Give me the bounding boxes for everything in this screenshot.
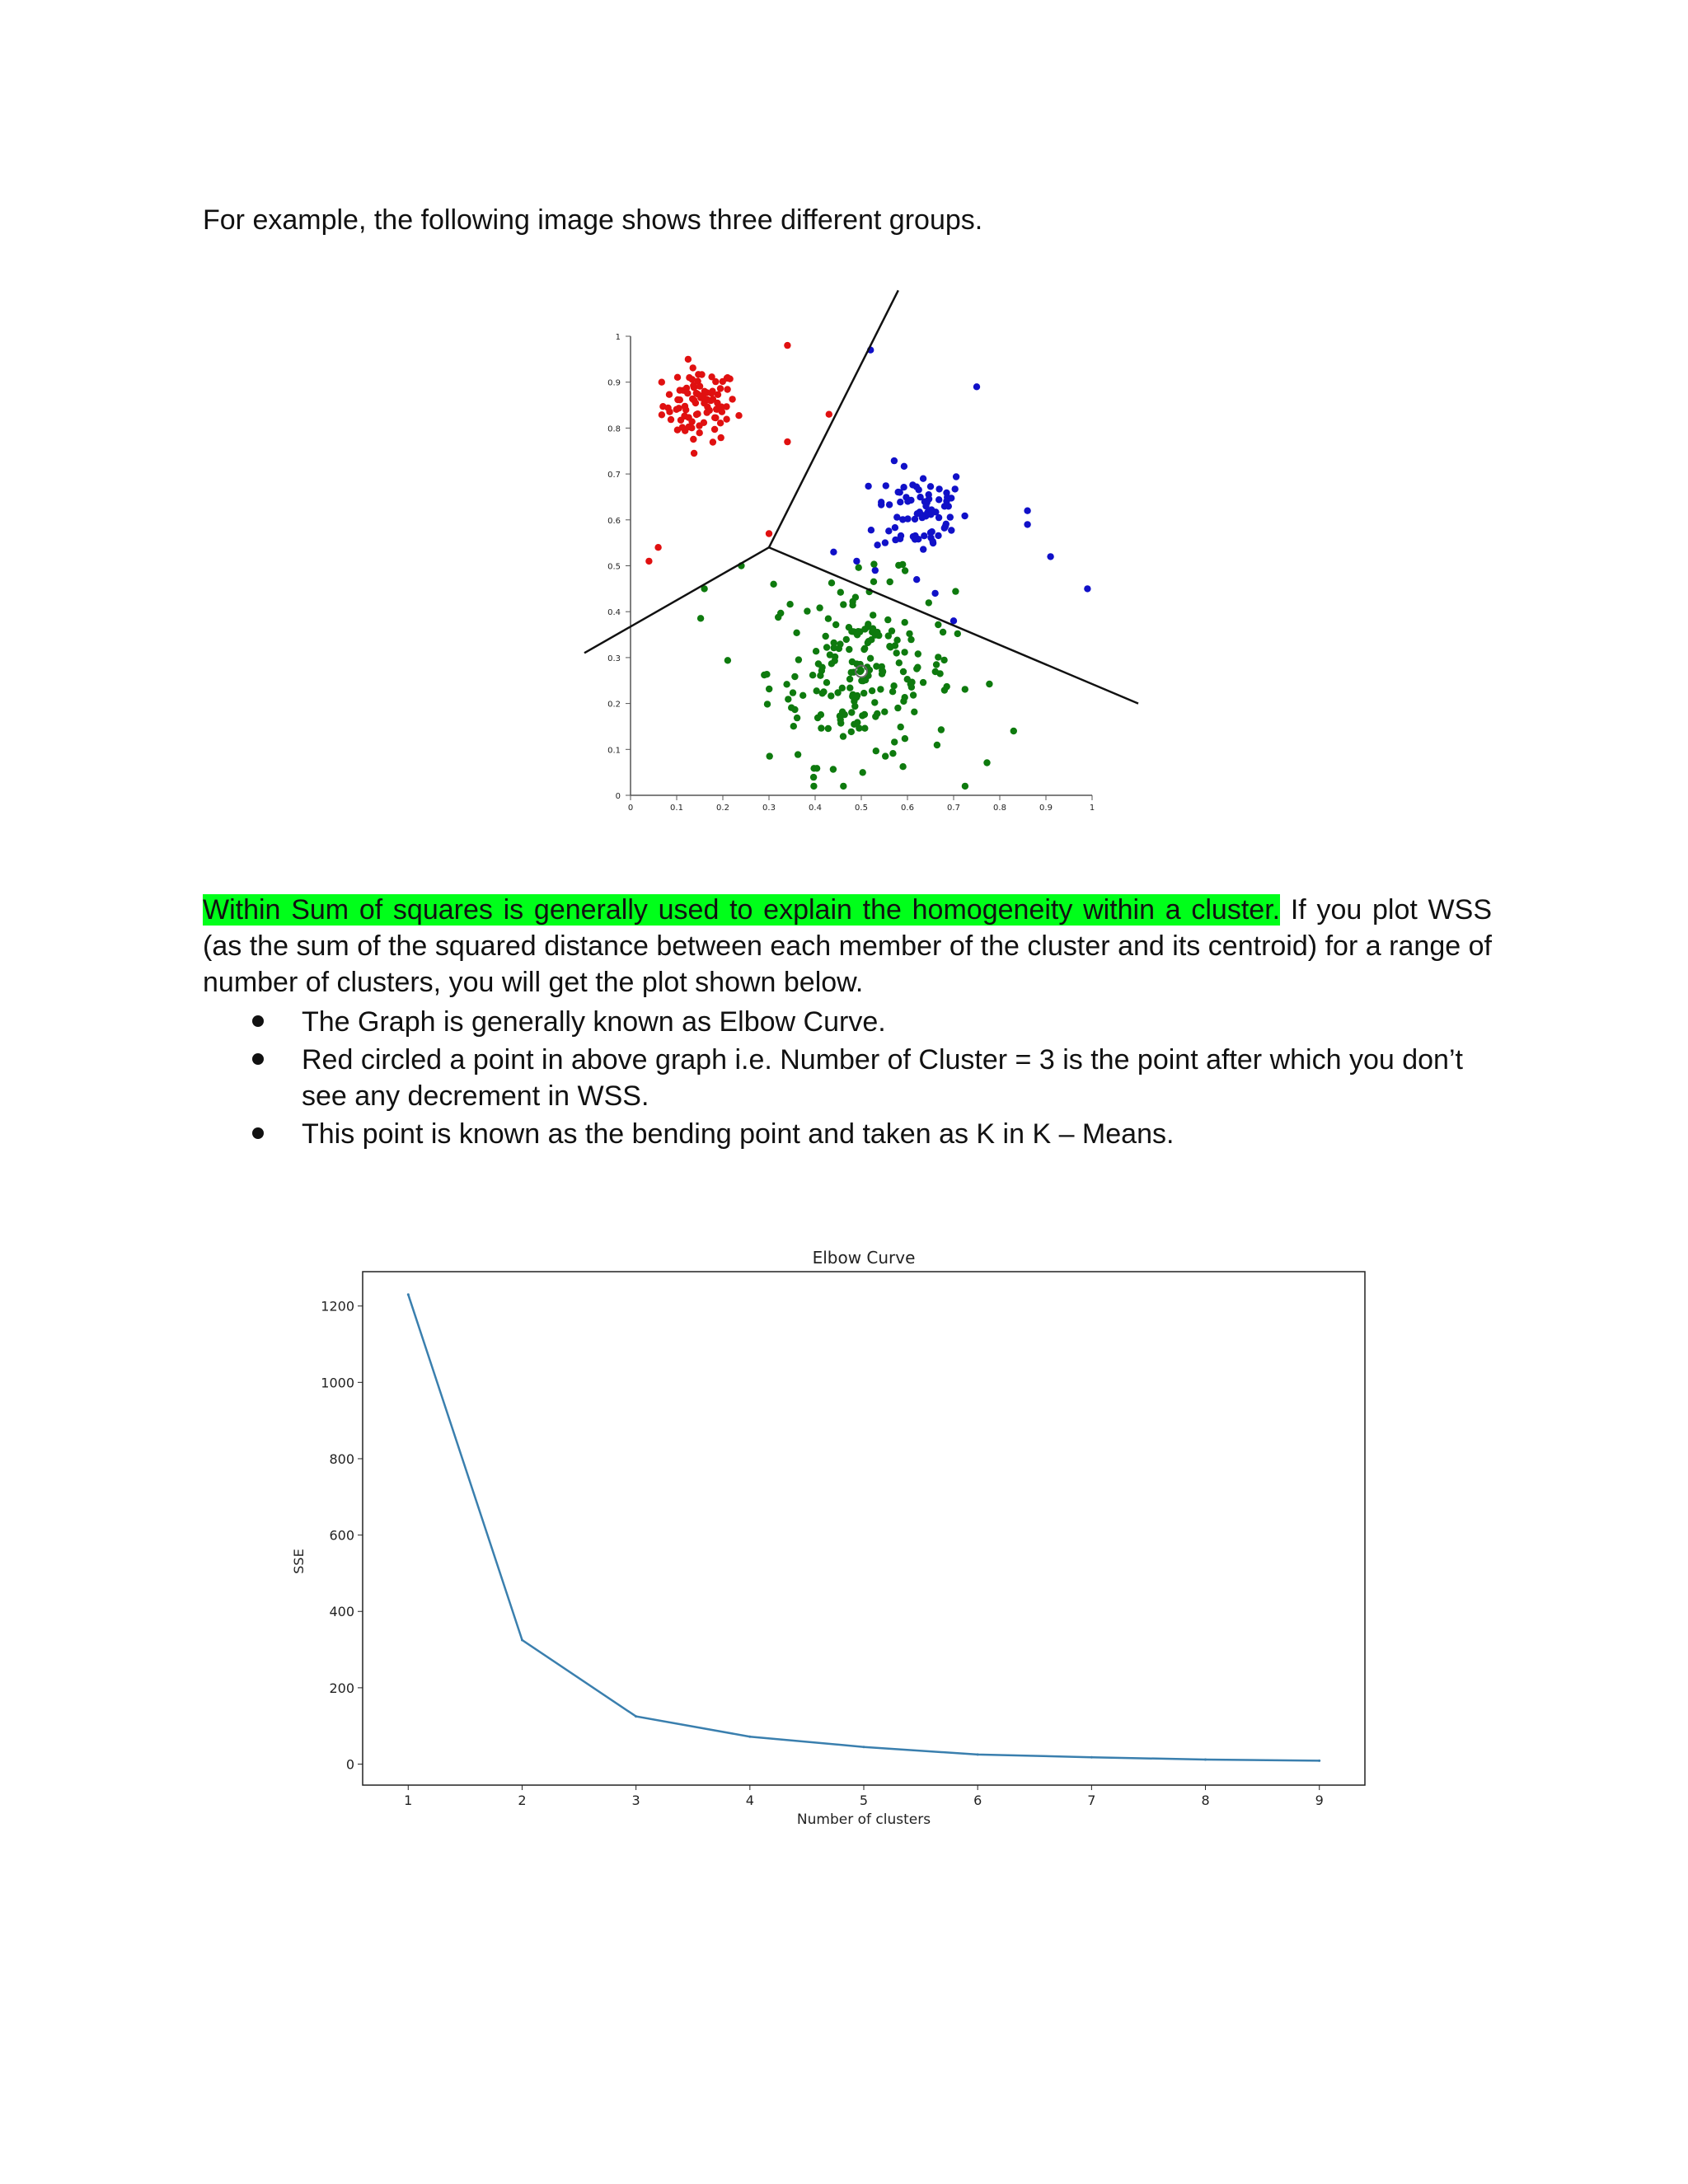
scatter-point [664, 405, 671, 411]
scatter-point [952, 588, 959, 594]
scatter-point [919, 514, 926, 521]
scatter-point [690, 364, 696, 371]
scatter-point [724, 374, 731, 381]
scatter-point [901, 463, 907, 470]
scatter-point [854, 692, 860, 699]
scatter-point [915, 536, 921, 542]
scatter-point [666, 391, 673, 398]
scatter-point [935, 485, 942, 492]
scatter-point [839, 685, 846, 691]
scatter-point [897, 499, 903, 505]
scatter-point [935, 532, 941, 539]
sse-data-point [977, 1753, 979, 1755]
scatter-point [839, 709, 846, 715]
scatter-point [799, 692, 806, 699]
scatter-point [814, 765, 820, 771]
scatter-point [846, 676, 853, 682]
bullet-text: This point is known as the bending point and taken as K in K – Means. [302, 1118, 1175, 1150]
scatter-point [690, 436, 696, 443]
scatter-point [961, 513, 968, 519]
scatter-point [674, 374, 681, 381]
scatter-point [893, 513, 900, 520]
scatter-point [920, 679, 926, 686]
scatter-point [766, 530, 772, 537]
scatter-point [973, 383, 980, 390]
scatter-point [931, 590, 938, 597]
sse-data-point [521, 1639, 523, 1642]
scatter-point [947, 513, 954, 520]
chart-title: Elbow Curve [812, 1248, 916, 1268]
scatter-point [825, 616, 832, 622]
scatter-point [712, 378, 719, 385]
scatter-point [910, 691, 917, 698]
scatter-point [849, 602, 856, 608]
y-tick-label: 0.7 [607, 471, 621, 480]
scatter-point [1084, 585, 1090, 592]
scatter-point [695, 371, 701, 377]
scatter-point [940, 657, 947, 663]
scatter-point [826, 411, 832, 418]
x-tick-label: 0.4 [809, 804, 822, 813]
scatter-point [810, 783, 817, 790]
scatter-point [934, 742, 940, 748]
x-tick-label: 1 [404, 1793, 413, 1808]
scatter-point [877, 686, 884, 692]
scatter-point [900, 668, 907, 675]
scatter-point [935, 654, 941, 660]
y-tick-label: 0 [345, 1756, 354, 1773]
scatter-point [830, 766, 837, 772]
scatter-point [837, 640, 843, 647]
scatter-point [724, 386, 730, 392]
scatter-point [852, 594, 859, 601]
x-tick-label: 6 [973, 1793, 982, 1808]
x-tick-label: 5 [859, 1793, 869, 1808]
scatter-point [920, 546, 926, 552]
scatter-point [784, 342, 790, 349]
x-tick-label: 0.2 [716, 804, 729, 813]
scatter-point [853, 558, 860, 565]
scatter-point [891, 738, 898, 745]
scatter-point [729, 396, 735, 402]
scatter-point [889, 627, 895, 634]
scatter-point [711, 415, 718, 421]
scatter-point [645, 558, 652, 565]
scatter-point [944, 683, 950, 690]
elbow-curve-chart [280, 1236, 1418, 1846]
scatter-point [828, 660, 835, 667]
scatter-point [764, 701, 771, 707]
scatter-point [828, 579, 835, 586]
scatter-point [872, 567, 879, 574]
scatter-point [794, 715, 800, 721]
cluster-boundary-line [769, 290, 898, 547]
scatter-point [711, 426, 718, 433]
scatter-point [954, 630, 961, 637]
scatter-point [793, 630, 799, 636]
scatter-point [823, 633, 829, 640]
scatter-point [927, 483, 934, 490]
scatter-point [679, 424, 686, 430]
scatter-point [907, 636, 914, 643]
scatter-point [917, 494, 923, 500]
scatter-point [868, 636, 874, 643]
scatter-point [846, 685, 853, 691]
scatter-point [948, 527, 954, 533]
scatter-point [770, 581, 776, 588]
scatter-point [871, 699, 878, 705]
scatter-point [906, 630, 912, 637]
scatter-point [837, 719, 844, 726]
scatter-point [848, 729, 855, 735]
scatter-point [889, 750, 896, 757]
scatter-point [786, 601, 793, 607]
scatter-point [795, 656, 802, 663]
y-tick-label: 800 [329, 1451, 354, 1467]
y-tick-label: 0.2 [607, 700, 621, 710]
scatter-point [856, 565, 862, 571]
scatter-point [848, 669, 855, 676]
scatter-point [896, 659, 903, 666]
scatter-point [869, 687, 875, 694]
scatter-point [830, 549, 837, 555]
scatter-point [873, 663, 879, 669]
x-tick-label: 3 [631, 1793, 640, 1808]
scatter-point [682, 403, 688, 410]
scatter-point [723, 416, 729, 423]
scatter-point [928, 506, 935, 513]
scatter-point [983, 759, 990, 766]
x-tick-label: 0 [627, 804, 634, 813]
bullet-item [203, 1116, 1492, 1152]
scatter-point [828, 692, 834, 699]
sse-data-point [1204, 1759, 1207, 1761]
scatter-point [814, 687, 820, 694]
scatter-point [696, 429, 703, 436]
scatter-point [719, 409, 725, 415]
scatter-point [873, 748, 879, 754]
scatter-point [706, 407, 713, 414]
scatter-point [926, 491, 932, 498]
scatter-point [832, 654, 838, 660]
bullet-text: The Graph is generally known as Elbow Curve. [302, 1006, 886, 1038]
scatter-point [848, 709, 855, 715]
scatter-point [890, 682, 897, 689]
scatter-point [913, 576, 920, 583]
scatter-point [929, 528, 935, 535]
bullet-list [203, 1004, 1492, 1154]
scatter-point [825, 725, 832, 732]
scatter-point [709, 388, 715, 395]
scatter-point [860, 677, 866, 684]
scatter-point [883, 482, 889, 489]
scatter-point [943, 521, 950, 527]
bullet-item [203, 1042, 1492, 1114]
scatter-point [840, 733, 846, 739]
scatter-point [846, 646, 852, 653]
y-tick-label: 600 [329, 1527, 354, 1544]
scatter-point [691, 450, 697, 457]
sse-data-point [1090, 1756, 1093, 1759]
scatter-point [870, 560, 877, 567]
scatter-point [818, 724, 824, 731]
scatter-point [717, 419, 724, 426]
scatter-point [809, 672, 816, 678]
scatter-point [867, 655, 874, 662]
y-tick-label: 200 [329, 1680, 354, 1696]
scatter-point [901, 649, 907, 655]
x-axis-label: Number of clusters [796, 1811, 931, 1828]
scatter-point [735, 412, 742, 419]
sse-data-point [863, 1746, 865, 1748]
scatter-point [654, 544, 661, 551]
scatter-point [804, 607, 810, 614]
scatter-point [694, 410, 701, 417]
scatter-point [870, 579, 877, 585]
scatter-point [893, 649, 900, 656]
scatter-point [685, 356, 692, 363]
scatter-point [659, 411, 665, 418]
sse-data-point [407, 1293, 410, 1296]
scatter-point [785, 696, 791, 702]
scatter-point [891, 457, 898, 464]
y-tick-label: 0.8 [607, 424, 621, 434]
scatter-point [952, 485, 959, 492]
scatter-point [795, 751, 801, 757]
x-tick-label: 8 [1201, 1793, 1210, 1808]
highlighted-sentence: Within Sum of squares is generally used to explain the homogeneity within a cluster. [203, 894, 1281, 926]
scatter-point [902, 735, 908, 742]
scatter-point [701, 388, 708, 395]
scatter-point [894, 705, 901, 711]
scatter-point [914, 664, 921, 671]
scatter-point [724, 657, 731, 663]
scatter-point [697, 615, 704, 621]
scatter-point [832, 621, 839, 628]
x-tick-label: 0.3 [762, 804, 776, 813]
y-tick-label: 1000 [321, 1375, 354, 1391]
scatter-point [714, 400, 720, 406]
y-tick-label: 0.6 [607, 516, 621, 526]
scatter-point [823, 679, 830, 686]
scatter-point [886, 501, 893, 508]
scatter-point [718, 434, 724, 441]
scatter-point [950, 617, 957, 624]
x-tick-label: 0.9 [1039, 804, 1053, 813]
scatter-point [962, 686, 968, 692]
x-tick-label: 2 [518, 1793, 527, 1808]
scatter-point [881, 709, 888, 715]
scatter-point [861, 725, 868, 732]
scatter-point [902, 619, 908, 626]
bullet-icon [252, 1015, 264, 1027]
scatter-point [899, 561, 906, 568]
scatter-point [913, 484, 920, 490]
x-tick-label: 7 [1087, 1793, 1096, 1808]
scatter-point [874, 541, 880, 548]
y-tick-label: 0.9 [607, 378, 621, 388]
scatter-point [701, 419, 707, 426]
y-tick-label: 0.1 [607, 746, 621, 756]
sse-data-point [635, 1715, 637, 1718]
scatter-point [900, 698, 907, 705]
y-tick-label: 1200 [321, 1298, 354, 1315]
scatter-point [717, 385, 724, 391]
scatter-point [688, 418, 695, 424]
bullet-text: Red circled a point in above graph i.e. Number of Cluster = 3 is the point after which you don’t see any decrement in WSS. [302, 1044, 1463, 1112]
scatter-point [865, 621, 871, 627]
scatter-point [854, 719, 860, 725]
y-tick-label: 0 [615, 792, 621, 801]
scatter-point [953, 473, 959, 480]
scatter-point [860, 769, 866, 776]
scatter-point [694, 391, 701, 397]
scatter-point [859, 712, 865, 719]
scatter-point [868, 527, 874, 533]
scatter-point [694, 377, 701, 384]
scatter-point [860, 690, 867, 696]
scatter-point [884, 616, 891, 623]
scatter-point [932, 668, 939, 675]
scatter-point [689, 396, 696, 402]
scatter-point [791, 706, 798, 713]
scatter-point [902, 567, 908, 574]
x-tick-label: 0.8 [993, 804, 1006, 813]
y-tick-label: 1 [615, 333, 621, 342]
scatter-point [790, 723, 797, 729]
scatter-point [767, 752, 773, 759]
x-tick-label: 9 [1315, 1793, 1324, 1808]
intro-text: For example, the following image shows three different groups. [203, 204, 983, 236]
scatter-point [930, 538, 936, 545]
scatter-point [840, 601, 846, 607]
scatter-point [865, 483, 871, 490]
y-tick-label: 0.5 [607, 562, 621, 572]
sse-data-point [748, 1736, 751, 1738]
scatter-point [907, 681, 914, 687]
scatter-point [900, 484, 907, 490]
scatter-point [878, 499, 884, 505]
scatter-point [777, 610, 784, 616]
scatter-point [874, 629, 880, 635]
x-tick-label: 0.1 [670, 804, 683, 813]
scatter-point [823, 644, 830, 650]
scatter-point [945, 503, 952, 509]
scatter-point [817, 673, 823, 679]
scatter-point [761, 672, 767, 678]
scatter-point [882, 752, 889, 759]
x-tick-label: 0.6 [901, 804, 914, 813]
paragraph-rest: If you plot WSS (as the sum of the squared distance between each member of the cluster and its centroid) for a range of number of clusters, you will get the plot shown below. [203, 894, 1493, 998]
scatter-point [911, 709, 917, 715]
scatter-point [710, 438, 716, 445]
scatter-point [920, 476, 926, 482]
scatter-point [1047, 553, 1053, 560]
scatter-point [816, 604, 823, 611]
scatter-point [938, 726, 945, 733]
x-tick-label: 0.5 [855, 804, 868, 813]
sse-data-point [1318, 1760, 1320, 1762]
scatter-point [861, 645, 868, 652]
scatter-point [814, 715, 821, 721]
scatter-point [659, 379, 665, 386]
scatter-point [885, 527, 892, 534]
scatter-point [682, 387, 689, 394]
bullet-item [203, 1004, 1492, 1040]
x-tick-label: 4 [745, 1793, 754, 1808]
bullet-icon [252, 1053, 264, 1065]
scatter-point [904, 498, 911, 504]
scatter-point [668, 416, 674, 423]
scatter-point [1010, 728, 1017, 734]
scatter-point [879, 668, 886, 675]
scatter-point [899, 763, 906, 770]
scatter-point [882, 539, 889, 546]
scatter-point [986, 681, 992, 687]
scatter-point [935, 621, 941, 628]
wss-paragraph [203, 892, 1492, 1001]
scatter-point [846, 624, 852, 630]
scatter-point [843, 636, 850, 643]
scatter-point [791, 673, 798, 680]
scatter-point [895, 489, 902, 495]
scatter-point [686, 374, 692, 381]
scatter-point [940, 629, 946, 635]
scatter-point [783, 681, 790, 687]
scatter-point [933, 661, 940, 668]
scatter-point [870, 612, 876, 618]
scatter-point [892, 537, 898, 543]
scatter-point [674, 396, 681, 403]
scatter-point [784, 438, 790, 445]
scatter-point [840, 783, 846, 790]
x-tick-label: 0.7 [947, 804, 960, 813]
scatter-point [1024, 521, 1030, 527]
scatter-point [831, 644, 837, 651]
scatter-point [688, 424, 695, 431]
scatter-point [837, 589, 844, 596]
scatter-point [887, 579, 893, 585]
scatter-point [813, 648, 819, 654]
scatter-point [935, 496, 942, 503]
scatter-point [1024, 508, 1030, 514]
x-tick-label: 1 [1089, 804, 1095, 813]
scatter-point [810, 774, 817, 780]
scatter-point [889, 688, 896, 695]
scatter-point [676, 405, 682, 411]
scatter-point [892, 524, 898, 531]
scatter-point [926, 599, 932, 606]
y-tick-label: 0.3 [607, 654, 621, 663]
bullet-icon [252, 1127, 264, 1139]
scatter-point [851, 703, 858, 710]
cluster-scatter-plot [577, 284, 1154, 828]
y-axis-label: SSE [291, 1549, 307, 1574]
scatter-point [892, 642, 898, 649]
scatter-point [898, 724, 904, 730]
scatter-point [915, 650, 921, 657]
scatter-point [962, 783, 968, 790]
y-tick-label: 0.4 [607, 608, 621, 618]
scatter-point [766, 686, 772, 692]
scatter-point [790, 689, 796, 696]
scatter-point [921, 532, 927, 539]
plot-frame [363, 1272, 1365, 1785]
scatter-point [872, 713, 879, 719]
scatter-point [820, 688, 827, 695]
y-tick-label: 400 [329, 1604, 354, 1620]
